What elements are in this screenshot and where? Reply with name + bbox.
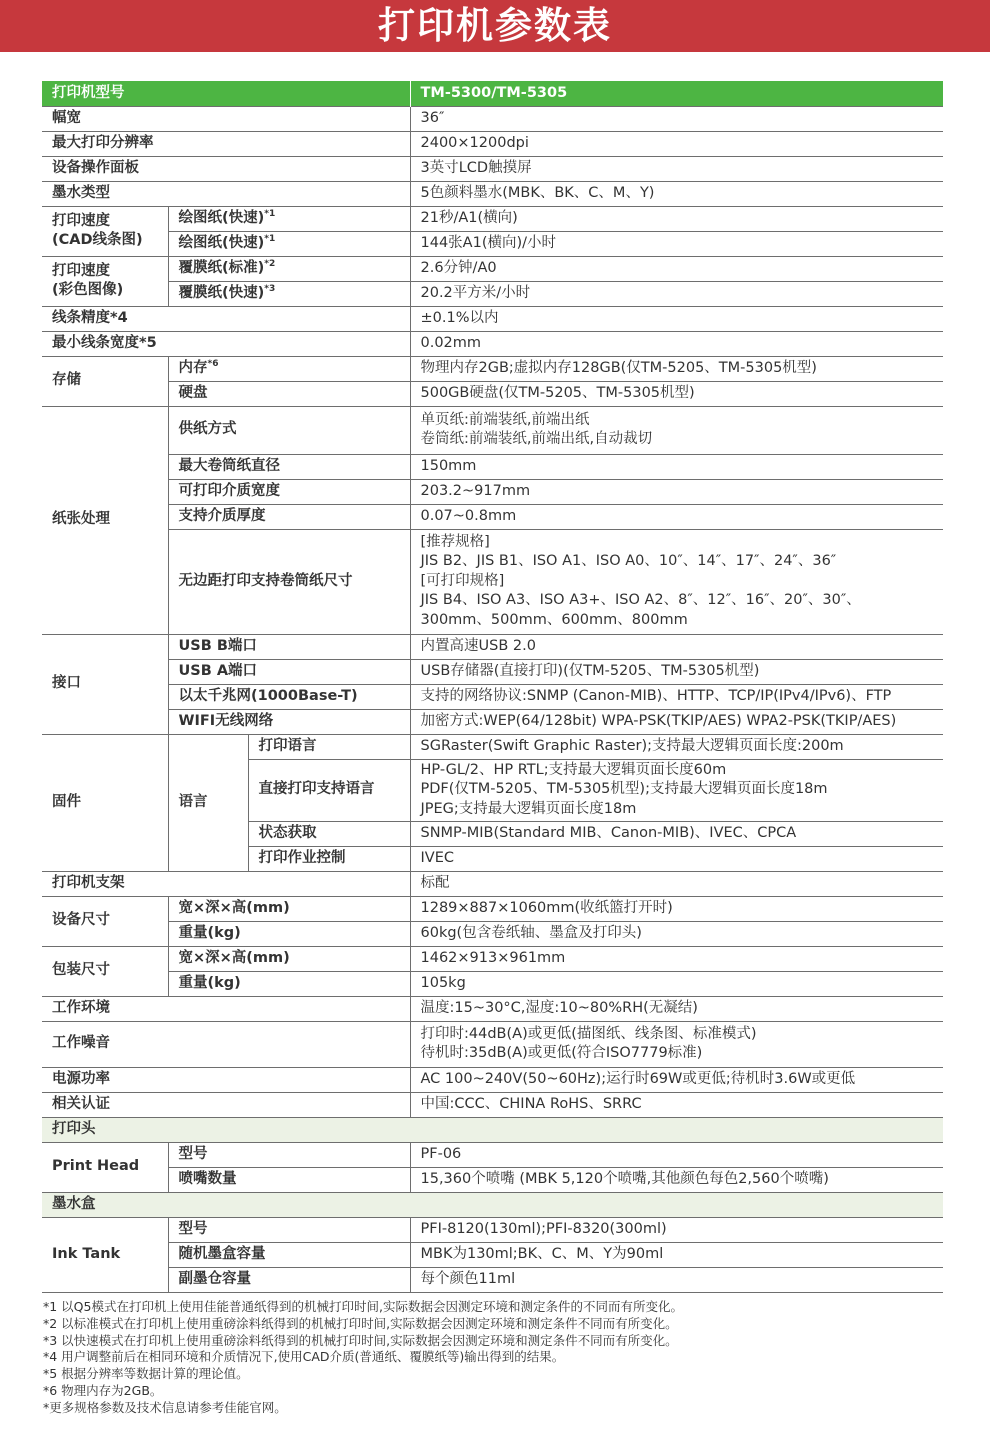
row-value: USB存储器(直接打印)(仅TM-5205、TM-5305机型) [410, 659, 943, 684]
table-row [42, 381, 943, 406]
sub-label: 硬盘 [168, 381, 410, 406]
row-label: 最大打印分辨率 [52, 134, 154, 151]
table-row [42, 454, 943, 479]
spec-table [42, 81, 943, 1293]
table-row [42, 1217, 943, 1242]
row-value: 36″ [410, 106, 943, 131]
row-value: 2400×1200dpi [410, 131, 943, 156]
table-row [42, 256, 943, 281]
row-label: 最小线条宽度*5 [52, 334, 157, 351]
sub-label: 以太千兆网(1000Base-T) [168, 684, 410, 709]
table-row [42, 1021, 943, 1067]
header-label: 打印机型号 [52, 84, 125, 101]
row-value: 1462×913×961mm [410, 946, 943, 971]
table-row [42, 1167, 943, 1192]
table-row [42, 306, 943, 331]
row-value: 20.2平方米/小时 [410, 281, 943, 306]
table-row [42, 231, 943, 256]
row-value: SNMP-MIB(Standard MIB、Canon-MIB)、IVEC、CPCA [410, 821, 943, 846]
row-value: 温度:15~30°C,湿度:10~80%RH(无凝结) [410, 996, 943, 1021]
footnote: *4 用户调整前后在相同环境和介质情况下,使用CAD介质(普通纸、覆膜纸等)输出得到的结果。 [43, 1349, 565, 1365]
sub-label: 可打印介质宽度 [168, 479, 410, 504]
row-label: 电源功率 [52, 1070, 110, 1087]
row-label: 接口 [52, 675, 81, 692]
header-row [42, 81, 943, 106]
row-value: 500GB硬盘(仅TM-5205、TM-5305机型) [410, 381, 943, 406]
sub-label: 绘图纸(快速)$^{*1}$ [168, 231, 410, 256]
sub-sub-label: 直接打印支持语言 [248, 759, 410, 821]
sub-label: 喷嘴数量 [168, 1167, 410, 1192]
sub-label: 宽×深×高(mm) [168, 946, 410, 971]
footnote: *3 以快速模式在打印机上使用重磅涂料纸得到的机械打印时间,实际数据会因测定环境和测定条件不同而有所变化。 [43, 1332, 678, 1348]
table-row [42, 871, 943, 896]
row-label: 墨水类型 [52, 184, 110, 201]
row-label: 固件 [52, 793, 81, 810]
row-label: 工作环境 [52, 999, 110, 1016]
row-value: 中国:CCC、CHINA RoHS、SRRC [410, 1092, 943, 1117]
section-title: 墨水盒 [52, 1195, 96, 1212]
table-row [42, 709, 943, 734]
sub-label: 内存$^{*6}$ [168, 356, 410, 381]
table-row [42, 406, 943, 454]
row-value: 0.07~0.8mm [410, 504, 943, 529]
sub-label: 覆膜纸(标准)$^{*2}$ [168, 256, 410, 281]
row-value: 21秒/A1(横向) [410, 206, 943, 231]
row-value: 加密方式:WEP(64/128bit) WPA-PSK(TKIP/AES) WPA2-PSK(TKIP/AES) [410, 709, 943, 734]
table-row [42, 1142, 943, 1167]
row-value: 内置高速USB 2.0 [410, 634, 943, 659]
table-row [42, 734, 943, 759]
row-label: 设备操作面板 [52, 159, 139, 176]
row-value: 1289×887×1060mm(收纸篮打开时) [410, 896, 943, 921]
row-label: 包装尺寸 [52, 962, 110, 979]
row-value: 0.02mm [410, 331, 943, 356]
table-row [42, 181, 943, 206]
table-row [42, 206, 943, 231]
row-value: 标配 [410, 871, 943, 896]
row-value: 单页纸:前端装纸,前端出纸 卷筒纸:前端装纸,前端出纸,自动裁切 [410, 406, 943, 454]
row-value: 15,360个喷嘴 (MBK 5,120个喷嘴,其他颜色每色2,560个喷嘴) [410, 1167, 943, 1192]
row-value: 144张A1(横向)/小时 [410, 231, 943, 256]
row-label: 线条精度*4 [52, 309, 128, 326]
row-value: 203.2~917mm [410, 479, 943, 504]
sub-label: 供纸方式 [168, 406, 410, 454]
row-value: 150mm [410, 454, 943, 479]
row-value: HP-GL/2、HP RTL;支持最大逻辑页面长度60m PDF(仅TM-5205、TM-5305机型);支持最大逻辑页面长度18m JPEG;支持最大逻辑页面长度18m [410, 759, 943, 821]
table-row [42, 1267, 943, 1292]
section-title: 打印头 [52, 1120, 96, 1137]
table-row [42, 504, 943, 529]
section-row [42, 1192, 943, 1217]
row-value: PFI-8120(130ml);PFI-8320(300ml) [410, 1217, 943, 1242]
table-row [42, 634, 943, 659]
table-row [42, 106, 943, 131]
row-label: 存储 [52, 372, 81, 389]
row-value: 60kg(包含卷纸轴、墨盒及打印头) [410, 921, 943, 946]
row-label: 纸张处理 [52, 511, 110, 528]
row-label: 幅宽 [52, 109, 81, 126]
footnote: *2 以标准模式在打印机上使用重磅涂料纸得到的机械打印时间,实际数据会因测定环境和测定条件不同而有所变化。 [43, 1315, 678, 1331]
footnote: *1 以Q5模式在打印机上使用佳能普通纸得到的机械打印时间,实际数据会因测定环境和测定条件的不同而有所变化。 [43, 1299, 683, 1314]
table-row [42, 659, 943, 684]
sub-label: USB A端口 [168, 659, 410, 684]
table-row [42, 896, 943, 921]
row-value: 支持的网络协议:SNMP (Canon-MIB)、HTTP、TCP/IP(IPv4/IPv6)、FTP [410, 684, 943, 709]
sub-label: 型号 [168, 1217, 410, 1242]
sub-sub-label: 打印语言 [248, 734, 410, 759]
sub-label: 宽×深×高(mm) [168, 896, 410, 921]
row-value: 105kg [410, 971, 943, 996]
row-label: 工作噪音 [52, 1035, 110, 1052]
row-label: 设备尺寸 [52, 912, 110, 929]
table-row [42, 684, 943, 709]
table-row [42, 946, 943, 971]
page-title: 打印机参数表 [0, 0, 990, 52]
footnote: *更多规格参数及技术信息请参考佳能官网。 [43, 1399, 287, 1415]
row-value: IVEC [410, 846, 943, 871]
row-label: 相关认证 [52, 1095, 110, 1112]
sub-sub-label: 打印作业控制 [248, 846, 410, 871]
sub-sub-label: 状态获取 [248, 821, 410, 846]
sub-label: 型号 [168, 1142, 410, 1167]
row-value: [推荐规格] JIS B2、JIS B1、ISO A1、ISO A0、10″、14″、17″、24″、36″ [可打印规格] JIS B4、ISO A3、ISO A3+、ISO A2、8″、12″、16″、20″、30″、 300mm、500mm、600mm、800mm [410, 529, 943, 634]
sub-label: 最大卷筒纸直径 [168, 454, 410, 479]
table-row [42, 1242, 943, 1267]
row-value: 3英寸LCD触摸屏 [410, 156, 943, 181]
row-label: 打印速度 (彩色图像) [52, 262, 124, 298]
row-label: 打印机支架 [52, 874, 125, 891]
footnote: *5 根据分辨率等数据计算的理论值。 [43, 1366, 249, 1382]
sub-label: 覆膜纸(快速)$^{*3}$ [168, 281, 410, 306]
header-value: TM-5300/TM-5305 [410, 81, 943, 106]
footnotes [43, 1299, 683, 1417]
sub-label: USB B端口 [168, 634, 410, 659]
table-row [42, 1067, 943, 1092]
table-row [42, 529, 943, 634]
row-value: MBK为130ml;BK、C、M、Y为90ml [410, 1242, 943, 1267]
sub-label: 随机墨盒容量 [168, 1242, 410, 1267]
sub-label: WIFI无线网络 [168, 709, 410, 734]
row-value: PF-06 [410, 1142, 943, 1167]
row-value: 5色颜料墨水(MBK、BK、C、M、Y) [410, 181, 943, 206]
sub-label: 语言 [168, 734, 248, 871]
row-value: SGRaster(Swift Graphic Raster);支持最大逻辑页面长度:200m [410, 734, 943, 759]
sub-label: 支持介质厚度 [168, 504, 410, 529]
sub-label: 无边距打印支持卷筒纸尺寸 [168, 529, 410, 634]
footnote: *6 物理内存为2GB。 [43, 1382, 163, 1398]
table-row [42, 1092, 943, 1117]
row-value: 每个颜色11ml [410, 1267, 943, 1292]
table-row [42, 479, 943, 504]
row-value: 物理内存2GB;虚拟内存128GB(仅TM-5205、TM-5305机型) [410, 356, 943, 381]
table-row [42, 921, 943, 946]
sub-label: 绘图纸(快速)$^{*1}$ [168, 206, 410, 231]
sub-label: 副墨仓容量 [168, 1267, 410, 1292]
row-value: AC 100~240V(50~60Hz);运行时69W或更低;待机时3.6W或更低 [410, 1067, 943, 1092]
section-row [42, 1117, 943, 1142]
row-label: 打印速度 (CAD线条图) [52, 212, 143, 248]
table-row [42, 156, 943, 181]
row-value: ±0.1%以内 [410, 306, 943, 331]
row-value: 打印时:44dB(A)或更低(描图纸、线条图、标准模式) 待机时:35dB(A)或更低(符合ISO7779标准) [410, 1021, 943, 1067]
table-row [42, 356, 943, 381]
table-row [42, 996, 943, 1021]
sub-label: 重量(kg) [168, 921, 410, 946]
sub-label: 重量(kg) [168, 971, 410, 996]
row-label: Ink Tank [52, 1245, 121, 1262]
table-row [42, 971, 943, 996]
row-label: Print Head [52, 1158, 140, 1175]
row-value: 2.6分钟/A0 [410, 256, 943, 281]
table-row [42, 331, 943, 356]
table-row [42, 281, 943, 306]
table-row [42, 131, 943, 156]
